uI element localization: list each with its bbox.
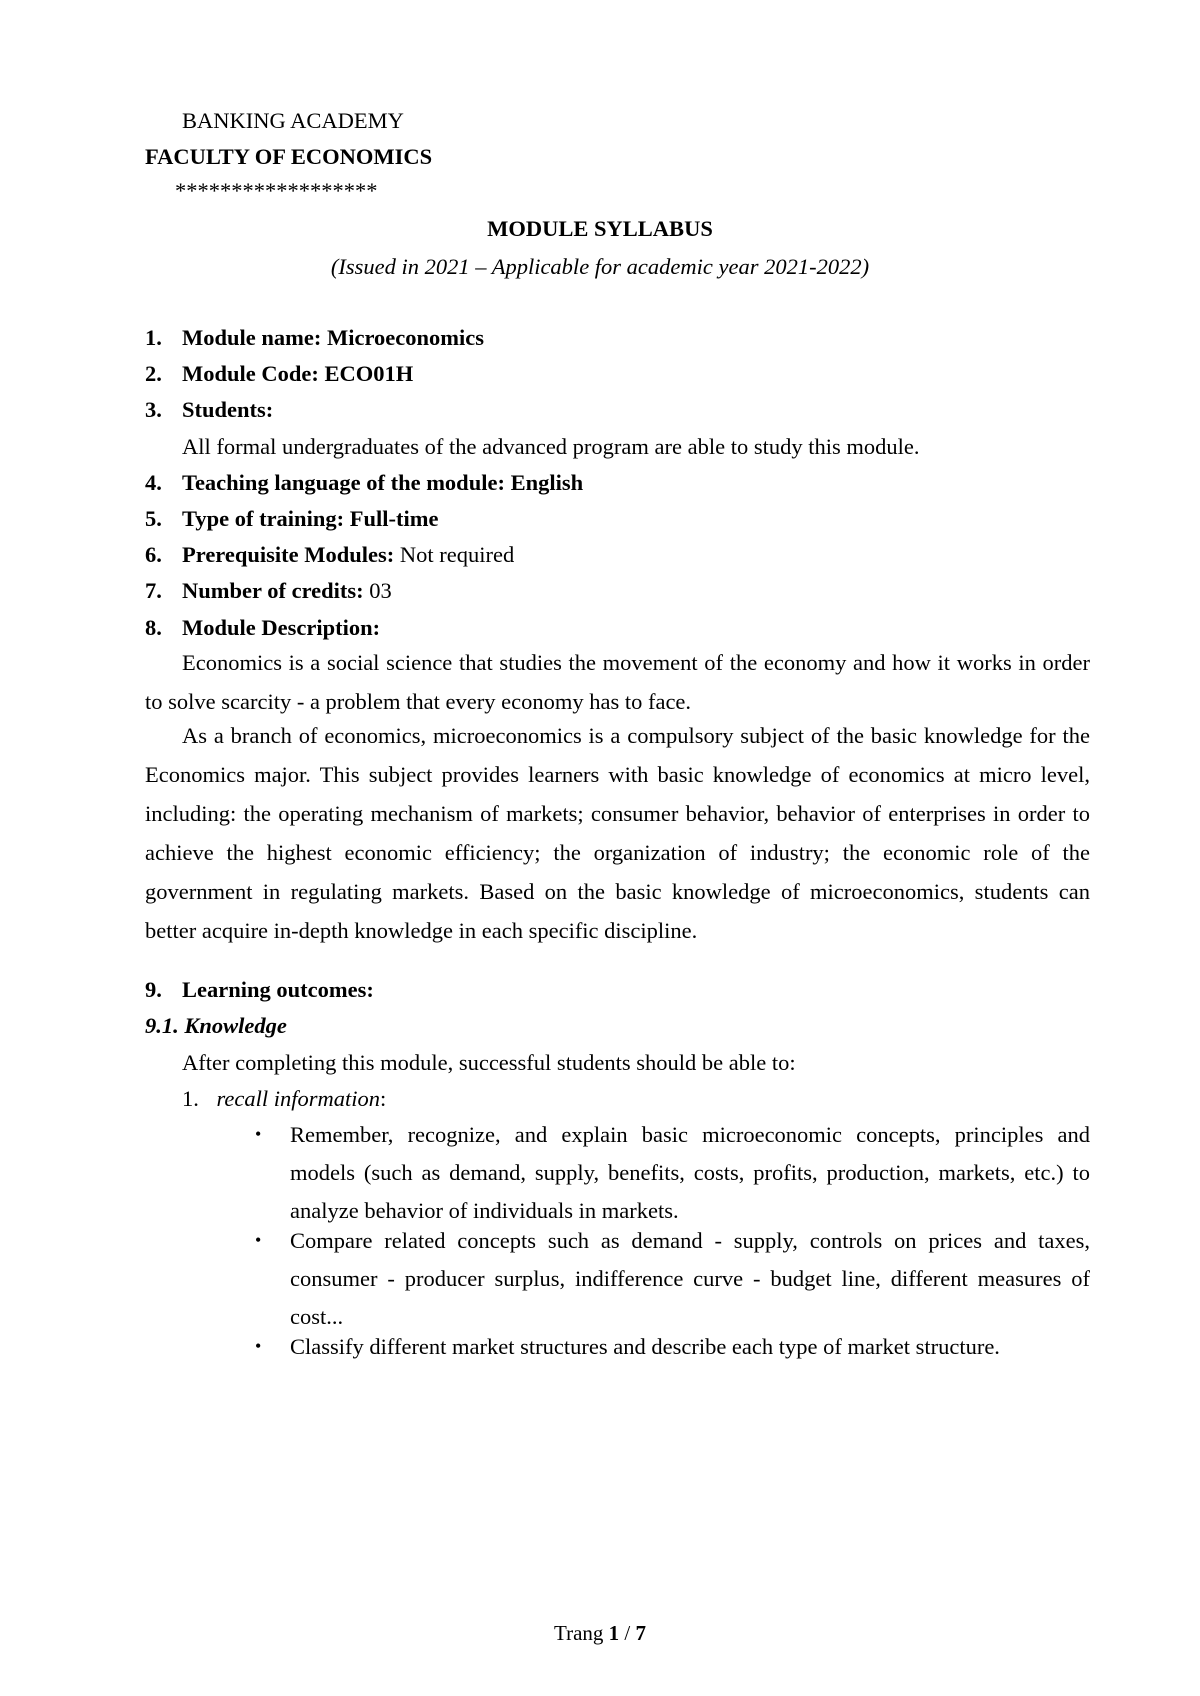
section-label: Module Description: <box>182 615 381 640</box>
section-label-line <box>182 542 514 568</box>
bullet-icon: • <box>255 1230 262 1250</box>
footer-prefix: Trang <box>554 1621 609 1645</box>
faculty-name: FACULTY OF ECONOMICS <box>145 144 433 169</box>
section-number: 5. <box>145 506 162 531</box>
item-number: 1. <box>182 1086 199 1111</box>
recall-item <box>182 1086 386 1112</box>
students-text: All formal undergraduates of the advanced program are able to study this module. <box>182 434 920 459</box>
section-value: 03 <box>363 578 392 603</box>
current-page: 1 <box>608 1621 620 1645</box>
section-label: Module name: Microeconomics <box>182 325 485 350</box>
section-label: Prerequisite Modules: <box>182 542 395 567</box>
institution-name: BANKING ACADEMY <box>182 108 404 133</box>
section-number: 7. <box>145 578 162 603</box>
section-label: Type of training: Full-time <box>182 506 439 531</box>
description-paragraph-2: As a branch of economics, microeconomics is a compulsory subject of the basic knowledge for the Economics major. This subject provides learners with basic knowledge of economics at micro level, including: the operating mechanism of markets; consumer behavior, behavior of enterprises in order to achieve the highest economic efficiency; the organization of industry; the economic role of the government in regulating markets. Based on the basic knowledge of microeconomics, students can better acquire in-depth knowledge in each specific discipline. <box>145 723 1090 943</box>
section-number: 3. <box>145 397 162 422</box>
section-number: 4. <box>145 470 162 495</box>
section-label: Teaching language of the module: English <box>182 470 584 495</box>
knowledge-bullet: Remember, recognize, and explain basic microeconomic concepts, principles and models (such as demand, supply, benefits, costs, profits, production, markets, etc.) to analyze behavior of individuals in markets. <box>290 1122 1090 1223</box>
section-number: 6. <box>145 542 162 567</box>
subsection-knowledge: 9.1. Knowledge <box>145 1013 287 1038</box>
star-divider: ****************** <box>175 178 378 203</box>
knowledge-bullet: Classify different market structures and describe each type of market structure. <box>290 1334 1000 1359</box>
knowledge-intro: After completing this module, successful students should be able to: <box>182 1050 796 1075</box>
section-number: 9. <box>145 977 162 1002</box>
item-label: recall information <box>216 1086 381 1111</box>
section-value: Not required <box>394 542 515 567</box>
section-label: Learning outcomes: <box>182 977 374 1002</box>
document-subtitle: (Issued in 2021 – Applicable for academic year 2021-2022) <box>330 254 870 279</box>
bullet-icon: • <box>255 1336 262 1356</box>
section-number: 2. <box>145 361 162 386</box>
page-footer <box>0 1621 1200 1646</box>
document-title: MODULE SYLLABUS <box>487 216 713 241</box>
section-number: 1. <box>145 325 162 350</box>
section-label: Module Code: ECO01H <box>182 361 414 386</box>
item-colon: : <box>380 1086 387 1111</box>
section-label: Students: <box>182 397 274 422</box>
section-label-line <box>182 578 392 604</box>
footer-separator: / <box>619 1621 636 1645</box>
knowledge-bullet: Compare related concepts such as demand - supply, controls on prices and taxes, consumer - producer surplus, indifference curve - budget line, different measures of cost... <box>290 1228 1090 1329</box>
total-pages: 7 <box>635 1621 646 1645</box>
section-number: 8. <box>145 615 162 640</box>
bullet-icon: • <box>255 1124 262 1144</box>
description-paragraph-1: Economics is a social science that studies the movement of the economy and how it works in order to solve scarcity - a problem that every economy has to face. <box>145 650 1090 714</box>
section-label: Number of credits: <box>182 578 364 603</box>
